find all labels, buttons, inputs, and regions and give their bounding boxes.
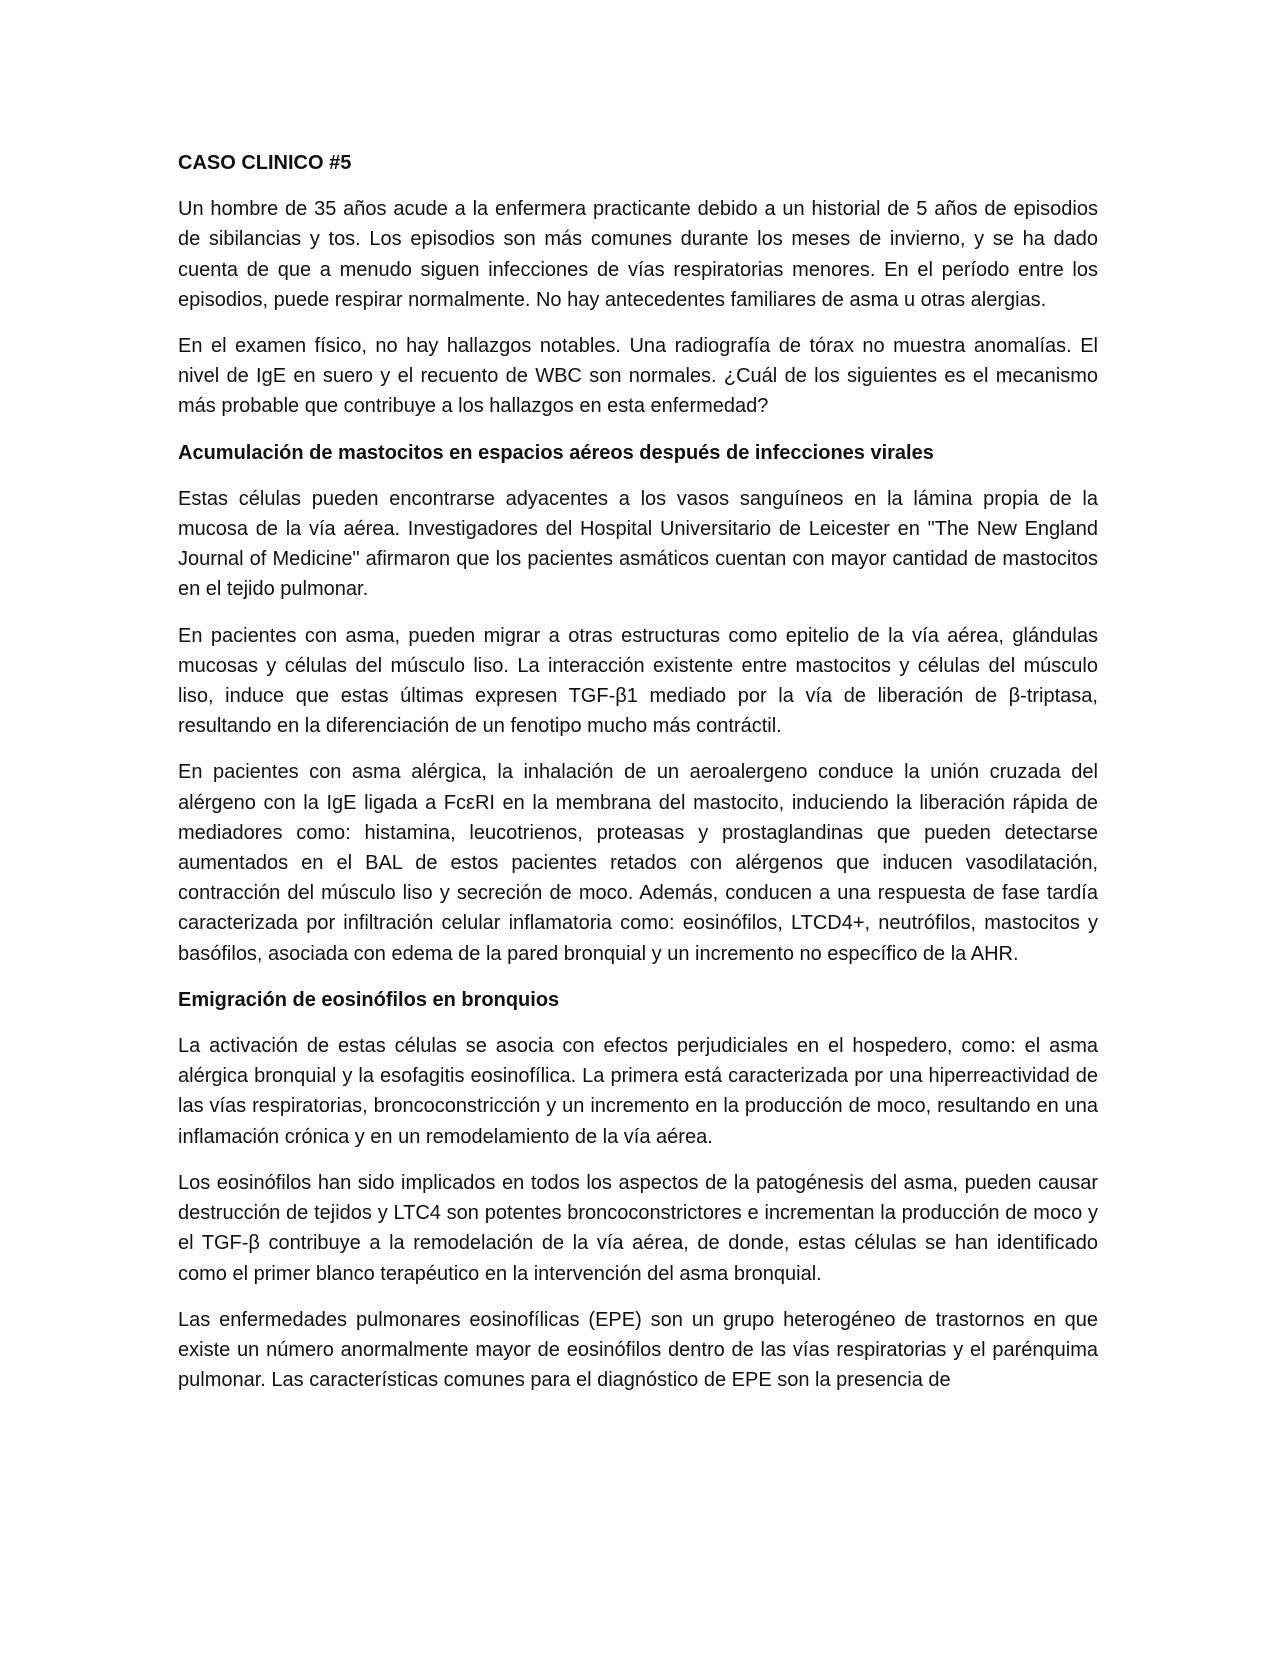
- section2-paragraph-3: Las enfermedades pulmonares eosinofílicas (EPE) son un grupo heterogéneo de trastornos en que existe un número anormalmente mayor de eosinófilos dentro de las vías respiratorias y el parénquima pulmonar. Las características comunes para el diagnóstico de EPE son la presencia de: [178, 1308, 1098, 1392]
- section2-paragraph-1: La activación de estas células se asocia con efectos perjudiciales en el hospedero, como: el asma alérgica bronquial y la esofagitis eosinofílica. La primera está caracterizada por una hiperreactividad de las vías respiratorias, broncoconstricción y un incremento en la producción de moco, resultando en una inflamación crónica y en un remodelamiento de la vía aérea.: [178, 1035, 1098, 1148]
- intro-paragraph-2: En el examen físico, no hay hallazgos notables. Una radiografía de tórax no muestra anomalías. El nivel de IgE en suero y el recuento de WBC son normales. ¿Cuál de los siguientes es el mecanismo más probable que contribuye a los hallazgos en esta enfermedad?: [178, 335, 1098, 418]
- section2-paragraph-2: Los eosinófilos han sido implicados en todos los aspectos de la patogénesis del asma, pueden causar destrucción de tejidos y LTC4 son potentes broncoconstrictores e incrementan la producción de moco y el TGF-β contribuye a la remodelación de la vía aérea, de donde, estas células se han identificado como el primer blanco terapéutico en la intervención del asma bronquial.: [178, 1171, 1098, 1285]
- section1-paragraph-2: En pacientes con asma, pueden migrar a otras estructuras como epitelio de la vía aérea, glándulas mucosas y células del músculo liso. La interacción existente entre mastocitos y células del músculo liso, induce que estas últimas expresen TGF-β1 mediado por la vía de liberación de β-triptasa, resultando en la diferenciación de un fenotipo mucho más contráctil.: [178, 624, 1098, 738]
- document-title: CASO CLINICO #5: [178, 152, 352, 174]
- section1-paragraph-3: En pacientes con asma alérgica, la inhalación de un aeroalergeno conduce la unión cruzada del alérgeno con la IgE ligada a FcεRI en la membrana del mastocito, induciendo la liberación rápida de mediadores como: histamina, leucotrienos, proteasas y prostaglandinas que pueden detectarse aumentados en el BAL de estos pacientes retados con alérgenos que inducen vasodilatación, contracción del músculo liso y secreción de moco. Además, conducen a una respuesta de fase tardía caracterizada por infiltración celular inflamatoria como: eosinófilos, LTCD4+, neutrófilos, mastocitos y basófilos, asociada con edema de la pared bronquial y un incremento no específico de la AHR.: [178, 761, 1098, 965]
- section1-paragraph-1: Estas células pueden encontrarse adyacentes a los vasos sanguíneos en la lámina propia de la mucosa de la vía aérea. Investigadores del Hospital Universitario de Leicester en "The New England Journal of Medicine" afirmaron que los pacientes asmáticos cuentan con mayor cantidad de mastocitos en el tejido pulmonar.: [178, 487, 1098, 601]
- section-heading-eosinofilos: Emigración de eosinófilos en bronquios: [178, 988, 560, 1011]
- intro-paragraph-1: Un hombre de 35 años acude a la enfermera practicante debido a un historial de 5 años de episodios de sibilancias y tos. Los episodios son más comunes durante los meses de invierno, y se ha dado cuenta de que a menudo siguen infecciones de vías respiratorias menores. En el período entre los episodios, puede respirar normalmente. No hay antecedentes familiares de asma u otras alergias.: [178, 198, 1098, 311]
- section-heading-mastocitos: Acumulación de mastocitos en espacios aéreos después de infecciones virales: [178, 441, 934, 464]
- document-page: [178, 148, 1098, 1411]
